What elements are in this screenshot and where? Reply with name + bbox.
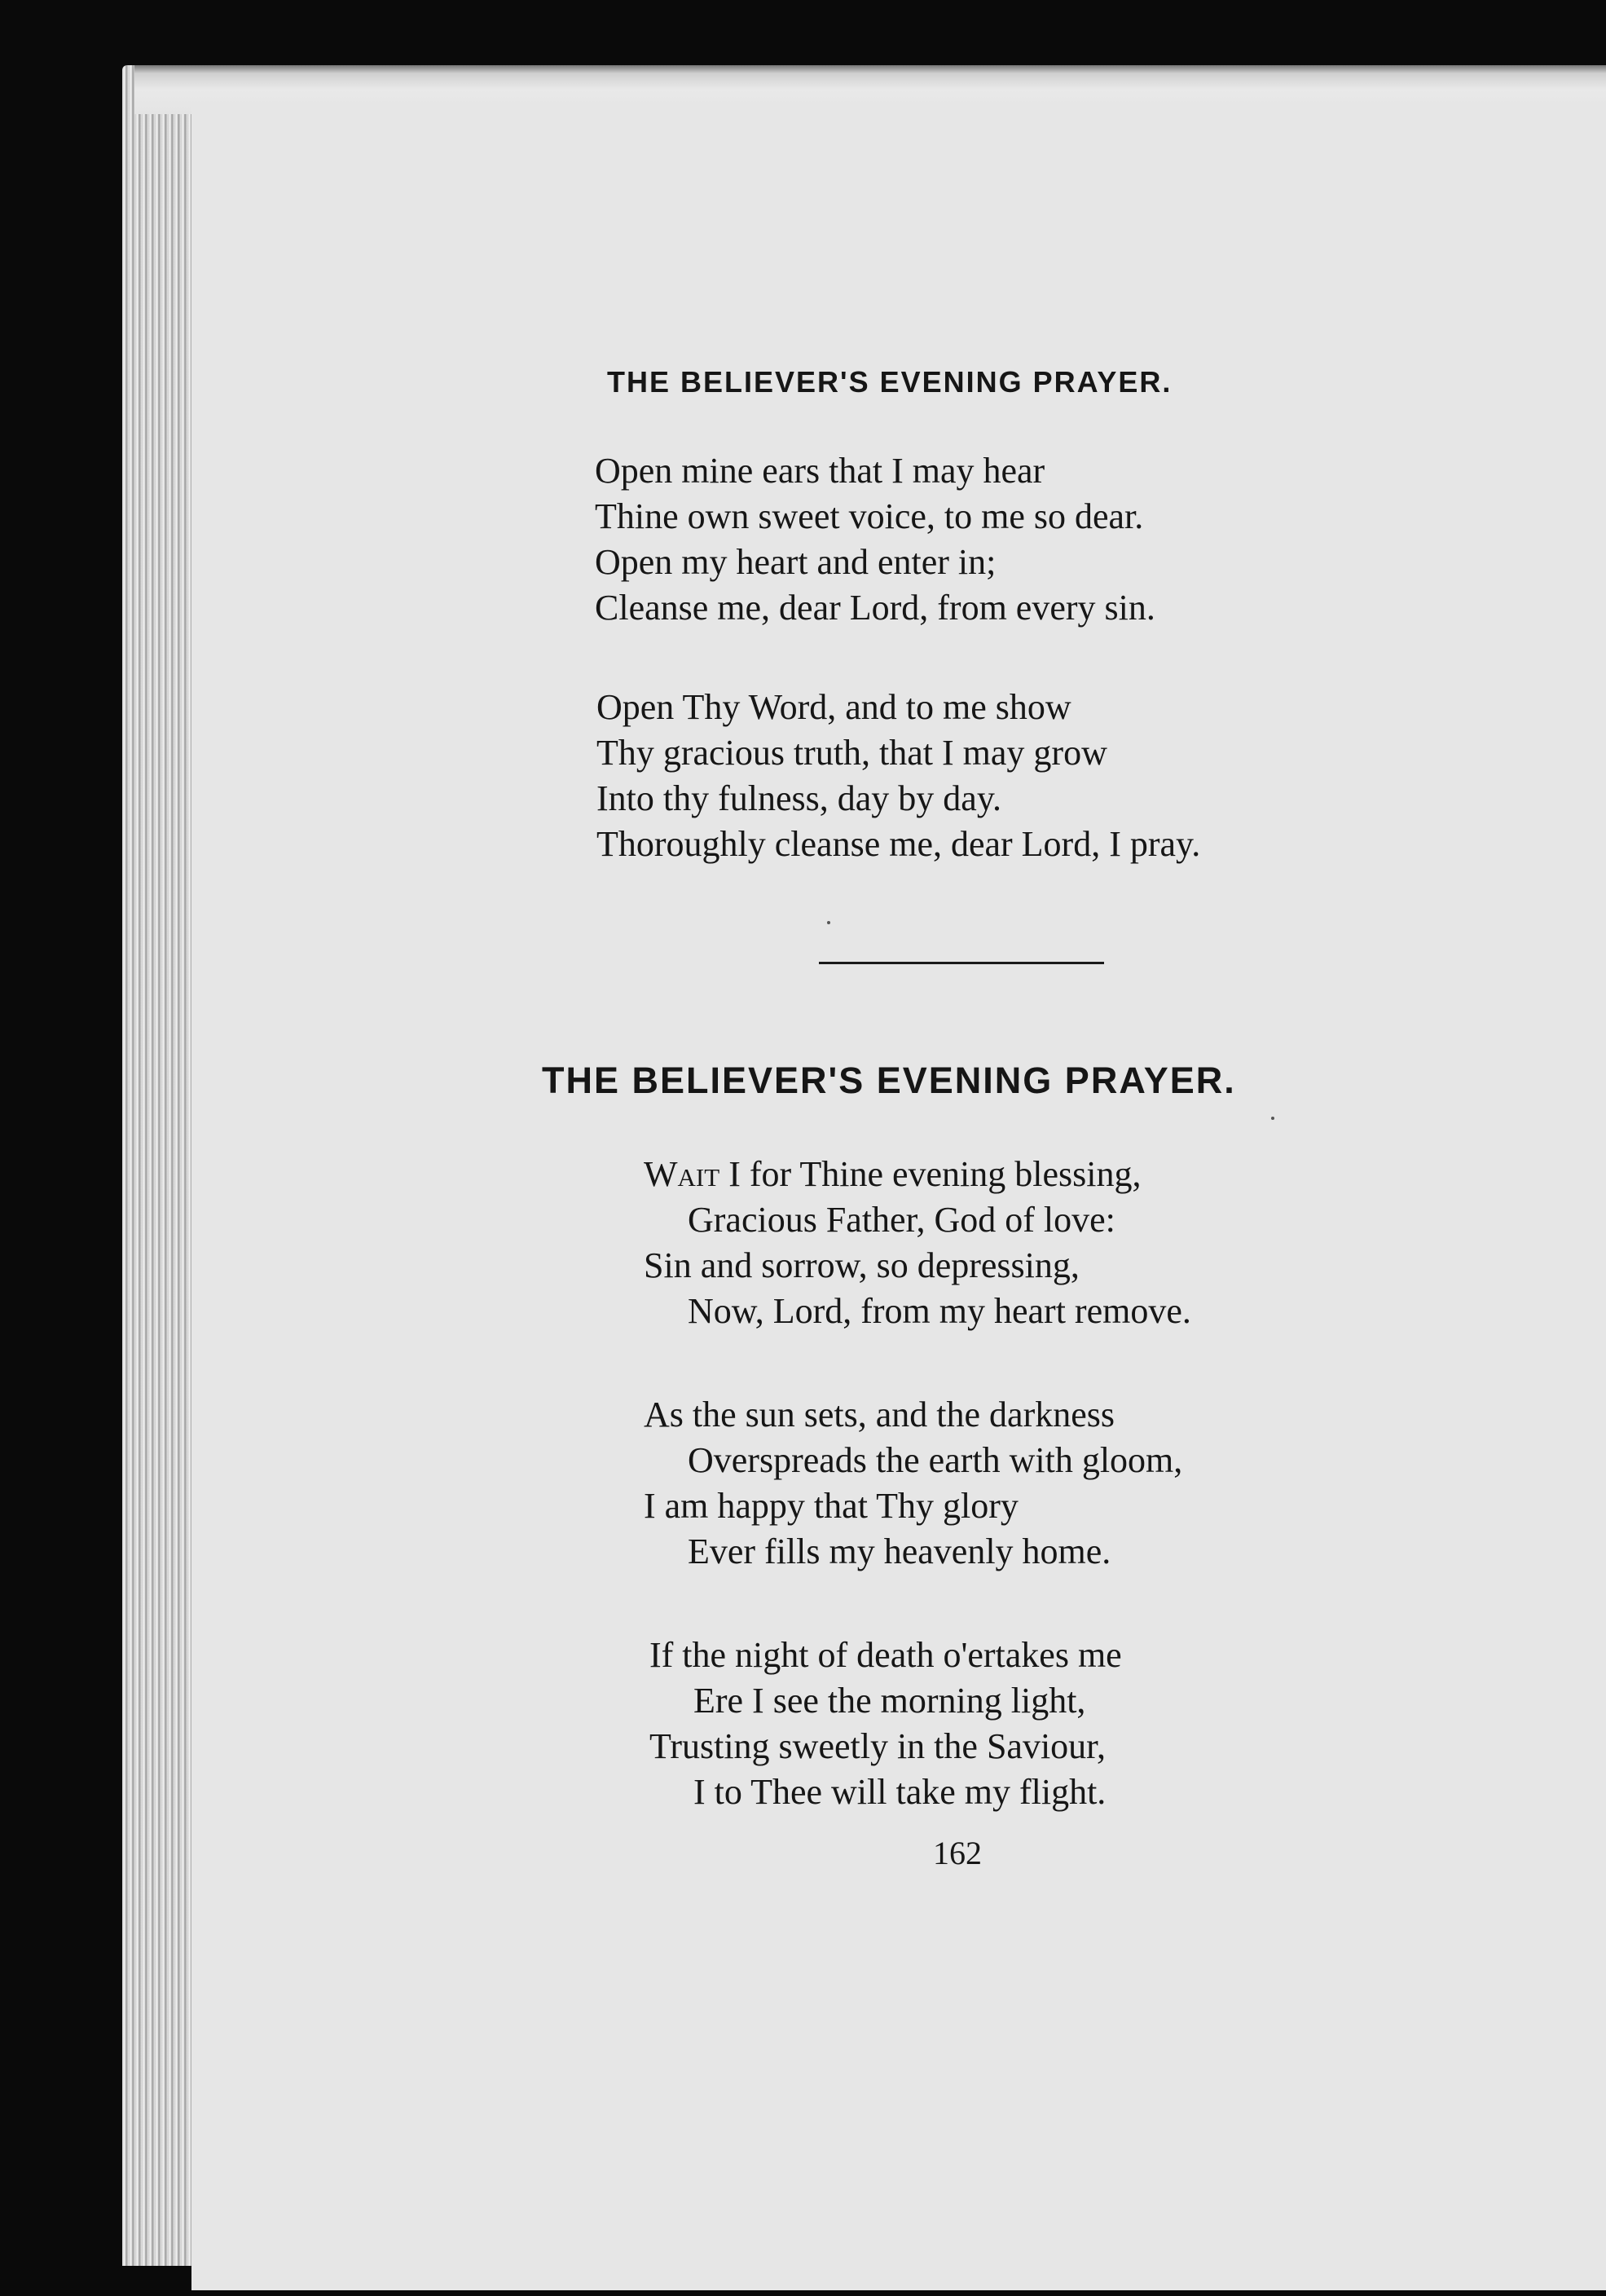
poem1-stanza-2: [596, 685, 1200, 867]
poem2-stanza-1: [644, 1152, 1191, 1334]
poem-line: [644, 1152, 1191, 1197]
first-word: Wait: [644, 1154, 720, 1194]
page-number: 162: [933, 1835, 982, 1871]
page-edges: [122, 65, 200, 2266]
book-page: [191, 106, 1606, 2290]
poem1-title: THE BELIEVER'S EVENING PRAYER.: [607, 365, 1173, 399]
poem-line: Gracious Father, God of love:: [688, 1200, 1115, 1240]
poem-line: Open Thy Word, and to me show: [596, 687, 1071, 727]
page-content: [191, 106, 1606, 2290]
poem-line: Sin and sorrow, so depressing,: [644, 1245, 1080, 1285]
poem2-stanza-2: [644, 1392, 1182, 1575]
poem-line: I am happy that Thy glory: [644, 1486, 1019, 1526]
section-divider: [819, 962, 1104, 964]
dust-speck: [1271, 1117, 1274, 1120]
poem-line: Cleanse me, dear Lord, from every sin.: [595, 588, 1155, 628]
poem2-stanza-3: [649, 1633, 1122, 1815]
poem-line: Open my heart and enter in;: [595, 542, 997, 582]
poem-line: Now, Lord, from my heart remove.: [688, 1291, 1191, 1331]
poem-line: Trusting sweetly in the Saviour,: [649, 1726, 1107, 1766]
first-line-rest: I for Thine evening blessing,: [728, 1154, 1142, 1194]
poem-line: Ever fills my heavenly home.: [688, 1531, 1111, 1571]
dust-speck: [827, 921, 830, 924]
poem2-title: THE BELIEVER'S EVENING PRAYER.: [542, 1060, 1236, 1101]
poem-line: If the night of death o'ertakes me: [649, 1635, 1122, 1675]
poem1-stanza-1: [595, 448, 1155, 631]
poem-line: Open mine ears that I may hear: [595, 451, 1045, 491]
poem-line: I to Thee will take my flight.: [693, 1772, 1107, 1812]
poem-line: As the sun sets, and the darkness: [644, 1395, 1115, 1434]
poem-line: Thy gracious truth, that I may grow: [596, 733, 1107, 773]
poem-line: Thoroughly cleanse me, dear Lord, I pray.: [596, 824, 1201, 864]
poem-line: Ere I see the morning light,: [693, 1681, 1086, 1721]
poem-line: Thine own sweet voice, to me so dear.: [595, 496, 1144, 536]
poem-line: Into thy fulness, day by day.: [596, 778, 1001, 818]
poem-line: Overspreads the earth with gloom,: [688, 1440, 1183, 1480]
